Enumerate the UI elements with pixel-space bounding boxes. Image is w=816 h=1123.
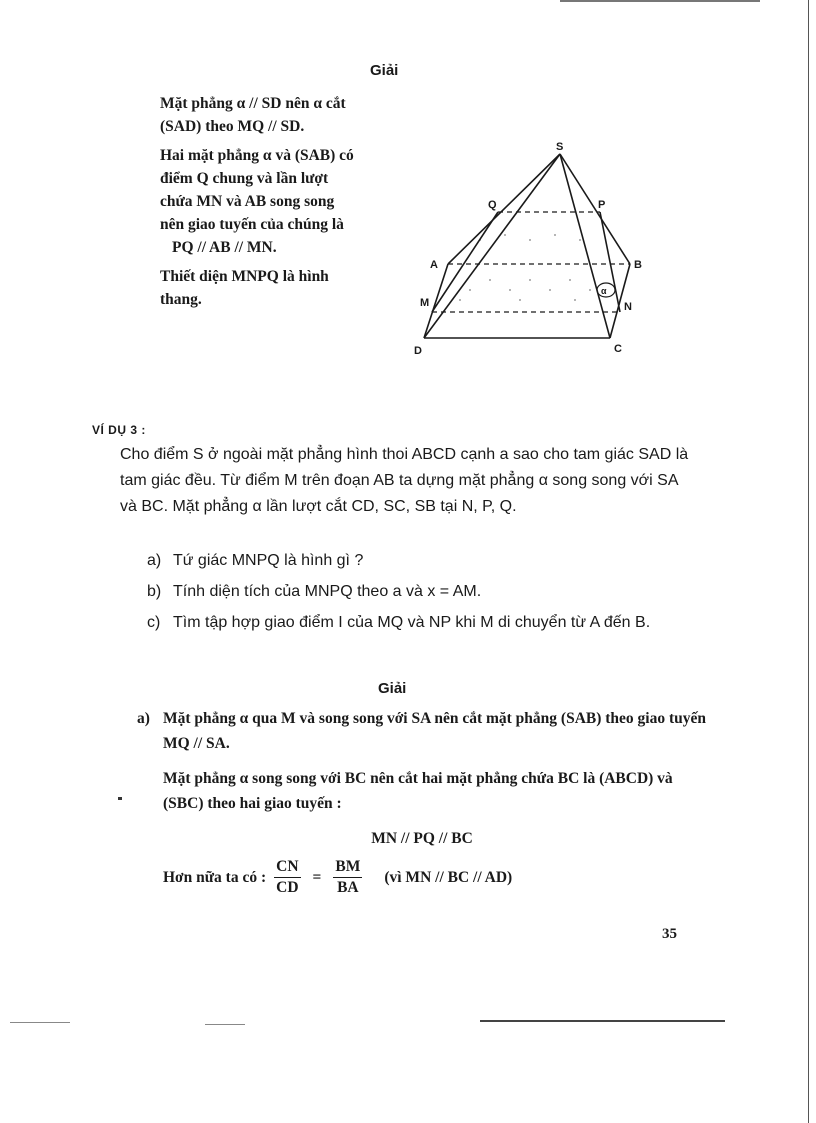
- question-item: [147, 579, 707, 605]
- edge-SB: [560, 154, 630, 264]
- formula-note: (vì MN // BC // AD): [384, 869, 513, 886]
- label-N: N: [624, 301, 632, 313]
- solution-part-a: [137, 706, 707, 756]
- equals-sign: =: [312, 869, 322, 886]
- solution-label: a): [137, 710, 150, 727]
- solution-heading: Giải: [378, 680, 407, 697]
- question-label: a): [147, 552, 162, 569]
- edge-SA: [448, 154, 560, 264]
- top-heading: Giải: [370, 62, 399, 79]
- edge-SD: [424, 154, 560, 338]
- label-M: M: [420, 297, 430, 309]
- label-C: C: [614, 343, 622, 355]
- label-P: P: [598, 199, 606, 211]
- scan-edge-right: [808, 0, 809, 1123]
- question-item: [147, 610, 707, 636]
- fraction-denominator: CD: [276, 879, 299, 896]
- segment-QM: [432, 212, 498, 312]
- question-label: b): [147, 583, 162, 600]
- intro-paragraph-2: Hai mặt phẳng α và (SAB) có điểm Q chung và lần lượt chứa MN và AB song song nên giao tuyến của chúng là: [160, 147, 354, 233]
- label-Q: Q: [488, 199, 497, 211]
- solution-text-2: Mặt phẳng α song song với BC nên cắt hai mặt phẳng chứa BC là (ABCD) và (SBC) theo hai giao tuyến :: [163, 770, 673, 812]
- example-label: VÍ DỤ 3 :: [92, 423, 146, 437]
- question-text: Tìm tập hợp giao điểm I của MQ và NP khi M di chuyển từ A đến B.: [173, 614, 651, 631]
- page-number: 35: [662, 926, 677, 942]
- fraction-numerator: BM: [333, 857, 362, 878]
- scan-edge-top: [560, 0, 760, 2]
- intro-formula: PQ // AB // MN.: [172, 239, 277, 256]
- example-statement: Cho điểm S ở ngoài mặt phẳng hình thoi ABCD cạnh a sao cho tam giác SAD là tam giác đều. Từ điểm M trên đoạn AB ta dựng mặt phẳng α song song với SA và BC. Mặt phẳng α lần lượt cắt CD, SC, SB tại N, P, Q.: [120, 446, 689, 515]
- label-B: B: [634, 259, 642, 271]
- margin-mark: [118, 797, 122, 800]
- solution-formula-parallel: MN // PQ // BC: [371, 830, 473, 847]
- scan-rule-bottom-mid: [205, 1024, 245, 1025]
- solution-ratio-formula: [137, 857, 707, 898]
- label-A: A: [430, 259, 438, 271]
- question-item: [147, 548, 707, 574]
- intro-paragraph-1: Mặt phẳng α // SD nên α cắt (SAD) theo MQ // SD.: [160, 95, 346, 135]
- scan-rule-bottom: [480, 1020, 725, 1022]
- pyramid-figure: [410, 140, 650, 360]
- example-questions: [147, 548, 707, 641]
- question-text: Tứ giác MNPQ là hình gì ?: [173, 552, 364, 569]
- formula-prefix: Hơn nữa ta có :: [163, 869, 267, 886]
- scan-rule-bottom-left: [10, 1022, 70, 1023]
- question-label: c): [147, 614, 161, 631]
- label-S: S: [556, 141, 564, 153]
- intro-solution: [160, 92, 360, 317]
- edge-SC: [560, 154, 610, 338]
- label-D: D: [414, 345, 422, 357]
- intro-paragraph-3: Thiết diện MNPQ là hình thang.: [160, 268, 329, 308]
- label-alpha: α: [601, 286, 607, 296]
- example-statement-block: [120, 442, 695, 520]
- solution-text-1: Mặt phẳng α qua M và song song với SA nên cắt mặt phẳng (SAB) theo giao tuyến MQ // SA.: [163, 710, 707, 752]
- question-text: Tính diện tích của MNPQ theo a và x = AM.: [173, 583, 482, 600]
- fraction-bm-ba: [333, 857, 362, 898]
- solution-body: [137, 706, 707, 898]
- fraction-denominator: BA: [337, 879, 359, 896]
- fraction-cn-cd: [274, 857, 300, 898]
- fraction-numerator: CN: [274, 857, 300, 878]
